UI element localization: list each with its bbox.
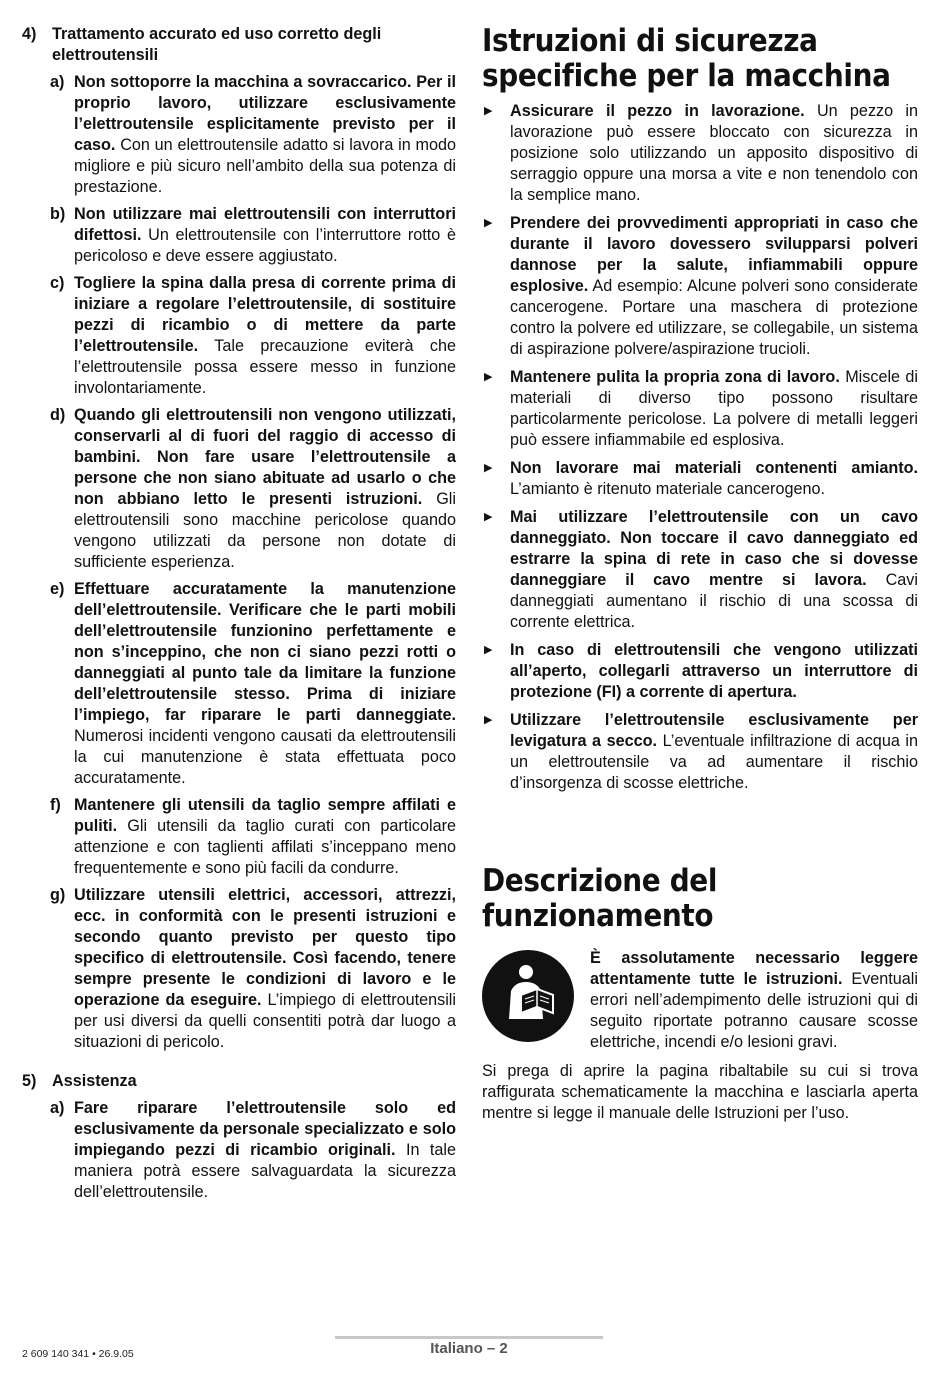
foldout-paragraph: Si prega di aprire la pagina ribaltabile su cui si trova raffigurata schematicamente la macchina e lasciarla aperta mentre si legge il manuale delle Istruzioni per l’uso.	[482, 1062, 918, 1122]
bullet-bold-text: In caso di elettroutensili che vengono utilizzati all’aperto, collegarli attraverso un interruttore di protezione (FI) a corrente di apertura.	[510, 641, 918, 701]
read-instructions-bold: È assolutamente necessario leggere attentamente tutte le istruzioni.	[590, 949, 918, 988]
bullet-plain-text: L’amianto è ritenuto materiale cancerogeno.	[510, 480, 825, 498]
list-item	[50, 273, 456, 399]
item-plain-text: Gli elettroutensili sono macchine pericolose quando vengono utilizzati da persone non dotate di sufficiente esperienza.	[74, 490, 456, 571]
section-number: 5)	[22, 1072, 37, 1090]
bullet-bold-text: Assicurare il pezzo in lavorazione.	[510, 102, 805, 120]
item-plain-text: L’impiego di elettroutensili per usi diversi da quelli consentiti potrà dar luogo a situazioni di pericolo.	[74, 991, 456, 1051]
safety-bullet	[482, 458, 918, 500]
bullet-plain-text: Un pezzo in lavorazione può essere bloccato con sicurezza in posizione solo utilizzando un apposito dispositivo di serraggio oppure una morsa a vite e non tenendolo con la semplice mano.	[510, 102, 919, 204]
section-number: 4)	[22, 25, 37, 43]
bullet-plain-text: Cavi danneggiati aumentano il rischio di una scossa di corrente elettrica.	[510, 571, 918, 631]
triangle-bullet-icon: ▶	[484, 462, 493, 474]
description-heading-line-1: Descrizione del	[482, 863, 718, 899]
safety-bullet	[482, 507, 918, 633]
item-body	[74, 1098, 456, 1203]
read-manual-icon	[482, 950, 574, 1042]
safety-bullet	[482, 101, 918, 206]
item-plain-text: Numerosi incidenti vengono causati da elettroutensili la cui manutenzione è stata effettuata poco accuratamente.	[74, 727, 456, 787]
bullet-plain-text: Ad esempio: Alcune polveri sono considerate cancerogene. Portare una maschera di protezione contro la polvere ed utilizzare, se collegabile, un sistema di aspirazione polvere/aspirazione trucioli.	[510, 277, 919, 358]
bullet-bold-text: Mai utilizzare l’elettroutensile con un cavo danneggiato. Non toccare il cavo danneggiato ed estrarre la spina di rete in caso che si dovesse danneggiare il cavo mentre si lavora.	[510, 508, 918, 589]
triangle-bullet-icon: ▶	[484, 511, 493, 523]
list-item	[50, 72, 456, 198]
read-instructions-text	[590, 948, 918, 1053]
bullet-body	[510, 458, 918, 500]
bullet-body	[510, 367, 918, 451]
section-5-heading	[22, 1071, 456, 1092]
safety-bullets	[482, 101, 918, 794]
item-letter: a)	[50, 73, 65, 91]
item-letter: c)	[50, 274, 65, 292]
list-item	[50, 885, 456, 1053]
safety-bullet	[482, 213, 918, 360]
read-instructions-block	[482, 948, 918, 1053]
safety-heading-line-1: Istruzioni di sicurezza	[482, 23, 818, 59]
triangle-bullet-icon: ▶	[484, 371, 493, 383]
item-bold-text: Utilizzare utensili elettrici, accessori, attrezzi, ecc. in conformità con le presenti istruzioni e secondo quanto previsto per questo tipo specifico di elettroutensile. Così facendo, tenere sempre presente le condizioni di lavoro e le operazione da eseguire.	[74, 886, 456, 1009]
description-heading	[482, 864, 874, 934]
bullet-plain-text: Miscele di materiali di diverso tipo possono risultare particolarmente pericolose. La polvere di metalli leggeri può essere infiammabile ed esplosiva.	[510, 368, 919, 449]
bullet-bold-text: Prendere dei provvedimenti appropriati in caso che durante il lavoro dovessero svilupparsi polveri dannose per la salute, infiammabili oppure esplosive.	[510, 214, 918, 295]
item-letter: e)	[50, 580, 65, 598]
triangle-bullet-icon: ▶	[484, 217, 493, 229]
section-title: Assistenza	[52, 1072, 137, 1090]
item-bold-text: Effettuare accuratamente la manutenzione dell’elettroutensile. Verificare che le parti mobili dell’elettroutensile funzionino perfettamente e non s’inceppino, che non ci siano pezzi rotti o danneggiati al punto tale da limitare la funzione dell’elettroutensile stesso. Prima di iniziare l’impiego, far riparare le parti danneggiate.	[74, 580, 456, 724]
item-bold-text: Quando gli elettroutensili non vengono utilizzati, conservarli al di fuori del raggio di accesso di bambini. Non fare usare l’elettroutensile a persone che non siano abituate ad usarlo o che non abbiano letto le presenti istruzioni.	[74, 406, 456, 508]
item-letter: b)	[50, 205, 66, 223]
section-title: Trattamento accurato ed uso corretto degli elettroutensili	[52, 25, 382, 64]
document-code: 2 609 140 341 • 26.9.05	[22, 1348, 134, 1360]
item-bold-text: Non sottoporre la macchina a sovraccarico. Per il proprio lavoro, utilizzare esclusivamente l’elettroutensile esplicitamente previsto per il caso.	[74, 73, 456, 154]
item-plain-text: Gli utensili da taglio curati con particolare attenzione e con taglienti affilati s’inceppano meno frequentemente e sono più facili da condurre.	[74, 817, 457, 877]
footer-rule	[335, 1336, 603, 1339]
item-body	[74, 405, 456, 573]
item-letter: d)	[50, 406, 66, 424]
list-item	[50, 204, 456, 267]
right-column	[482, 24, 918, 1124]
read-instructions-body: Eventuali errori nell’adempimento delle istruzioni qui di seguito riportate potranno causare scosse elettriche, incendi e/o lesioni gravi.	[590, 970, 918, 1051]
bullet-bold-text: Mantenere pulita la propria zona di lavoro.	[510, 368, 840, 386]
bullet-bold-text: Utilizzare l’elettroutensile esclusivamente per levigatura a secco.	[510, 711, 918, 750]
section-4-items	[22, 72, 456, 1053]
item-letter: g)	[50, 886, 66, 904]
item-bold-text: Non utilizzare mai elettroutensili con interruttori difettosi.	[74, 205, 456, 244]
item-body	[74, 273, 456, 399]
section-5-items	[22, 1098, 456, 1203]
item-body	[74, 72, 456, 198]
list-item	[50, 795, 456, 879]
item-bold-text: Togliere la spina dalla presa di corrente prima di iniziare a regolare l’elettroutensile, di sostituire pezzi di ricambio o di mettere da parte l’elettroutensile.	[74, 274, 456, 355]
item-plain-text: Un elettroutensile con l’interruttore rotto è pericoloso e deve essere aggiustato.	[74, 226, 456, 265]
safety-bullet	[482, 367, 918, 451]
item-body	[74, 885, 456, 1053]
bullet-body	[510, 640, 918, 703]
item-plain-text: Con un elettroutensile adatto si lavora in modo migliore e più sicuro nell’ambito della sua potenza di prestazione.	[74, 136, 456, 196]
item-plain-text: Tale precauzione eviterà che l’elettroutensile possa essere messo in funzione involontariamente.	[74, 337, 456, 397]
bullet-body	[510, 101, 918, 206]
item-body	[74, 579, 456, 789]
bullet-body	[510, 710, 918, 794]
triangle-bullet-icon: ▶	[484, 644, 493, 656]
item-bold-text: Mantenere gli utensili da taglio sempre affilati e puliti.	[74, 796, 456, 835]
safety-heading-line-2: specifiche per la macchina	[482, 58, 891, 94]
item-plain-text: In tale maniera potrà essere salvaguardata la sicurezza dell’elettroutensile.	[74, 1141, 456, 1201]
description-heading-line-2: funzionamento	[482, 898, 714, 934]
item-body	[74, 204, 456, 267]
safety-heading	[482, 23, 891, 94]
item-letter: a)	[50, 1099, 65, 1117]
item-letter: f)	[50, 796, 61, 814]
list-item	[50, 1098, 456, 1203]
item-bold-text: Fare riparare l’elettroutensile solo ed esclusivamente da personale specializzato e solo impiegando pezzi di ricambio originali.	[74, 1099, 456, 1159]
triangle-bullet-icon: ▶	[484, 105, 493, 117]
bullet-body	[510, 213, 918, 360]
left-column	[22, 24, 456, 1203]
bullet-bold-text: Non lavorare mai materiali contenenti amianto.	[510, 459, 918, 477]
item-body	[74, 795, 456, 879]
list-item	[50, 405, 456, 573]
bullet-body	[510, 507, 918, 633]
safety-bullet	[482, 640, 918, 703]
page-label: Italiano – 2	[430, 1340, 508, 1357]
safety-bullet	[482, 710, 918, 794]
triangle-bullet-icon: ▶	[484, 714, 493, 726]
bullet-plain-text: L’eventuale infiltrazione di acqua in un elettroutensile va ad aumentare il rischio d’insorgenza di scosse elettriche.	[510, 732, 918, 792]
list-item	[50, 579, 456, 789]
section-4-heading	[22, 24, 456, 66]
